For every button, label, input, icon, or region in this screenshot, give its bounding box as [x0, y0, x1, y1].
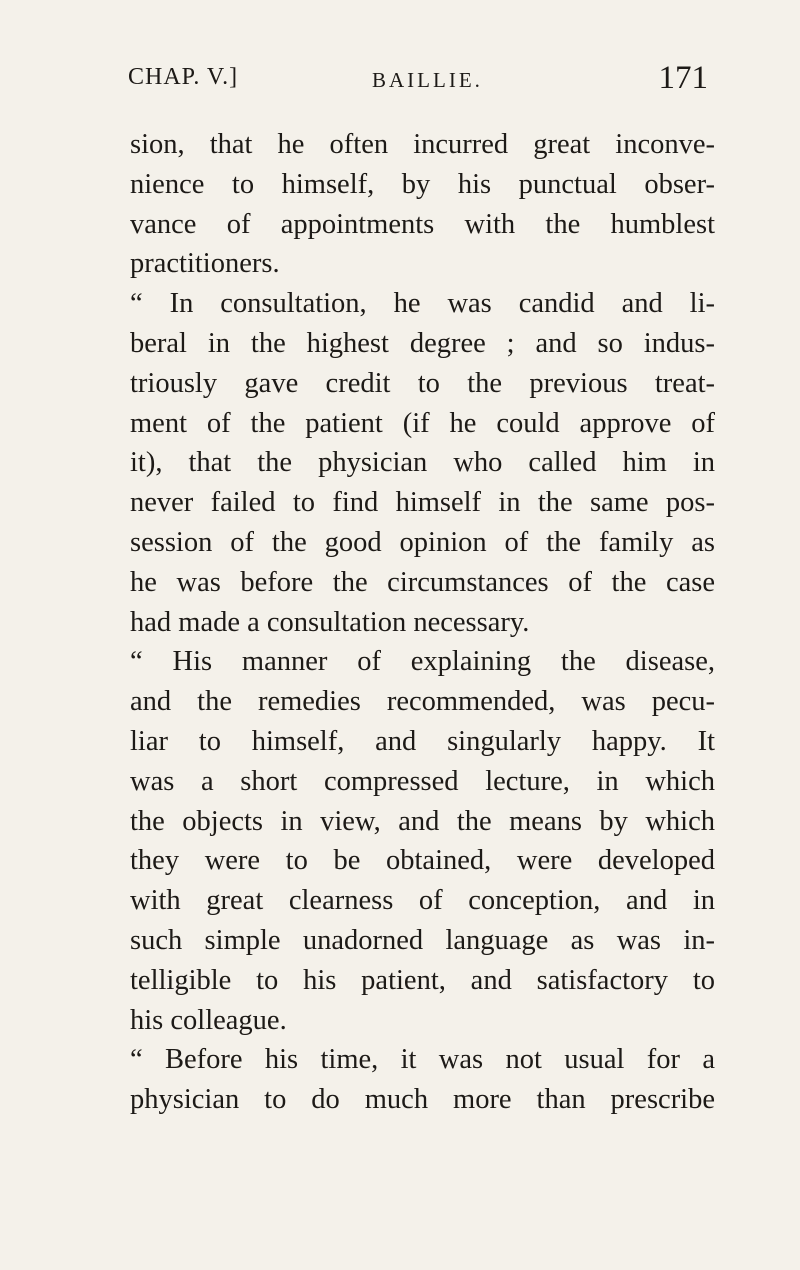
text-line: had made a consultation necessary. — [130, 606, 530, 638]
chapter-label: CHAP. V.] — [128, 64, 239, 90]
text-line: liar to himself, and singularly happy. It — [130, 725, 715, 757]
text-line: sion, that he often incurred great inconve- — [130, 129, 715, 160]
text-line: he was before the circumstances of the case — [130, 566, 715, 598]
text-line: “ His manner of explaining the disease, — [130, 646, 715, 678]
text-line: triously gave credit to the previous treat- — [130, 367, 715, 399]
text-line: telligible to his patient, and satisfactory to — [130, 964, 715, 996]
text-line: “ Before his time, it was not usual for a — [130, 1044, 715, 1076]
text-line: with great clearness of conception, and in — [130, 885, 715, 917]
body-text — [130, 125, 715, 1120]
text-line: nience to himself, by his punctual obser- — [130, 168, 715, 200]
text-line: they were to be obtained, were developed — [130, 845, 715, 877]
running-head — [128, 60, 708, 110]
text-line: beral in the highest degree ; and so indus- — [130, 327, 715, 359]
text-line: was a short compressed lecture, in which — [130, 765, 715, 797]
text-line: practitioners. — [130, 248, 280, 280]
running-title: BAILLIE. — [372, 68, 483, 92]
text-line: physician to do much more than prescribe — [130, 1084, 715, 1116]
text-line: “ In consultation, he was candid and li- — [130, 288, 715, 320]
page-number: 171 — [658, 60, 708, 96]
text-line: never failed to find himself in the same pos- — [130, 487, 715, 519]
text-line: such simple unadorned language as was in- — [130, 924, 715, 956]
text-line: vance of appointments with the humblest — [130, 208, 715, 240]
text-line: and the remedies recommended, was pecu- — [130, 686, 715, 718]
text-line: the objects in view, and the means by which — [130, 805, 715, 837]
text-line: his colleague. — [130, 1004, 287, 1036]
text-line: session of the good opinion of the family as — [130, 526, 715, 558]
text-line: ment of the patient (if he could approve of — [130, 407, 715, 439]
text-line: it), that the physician who called him in — [130, 447, 715, 479]
